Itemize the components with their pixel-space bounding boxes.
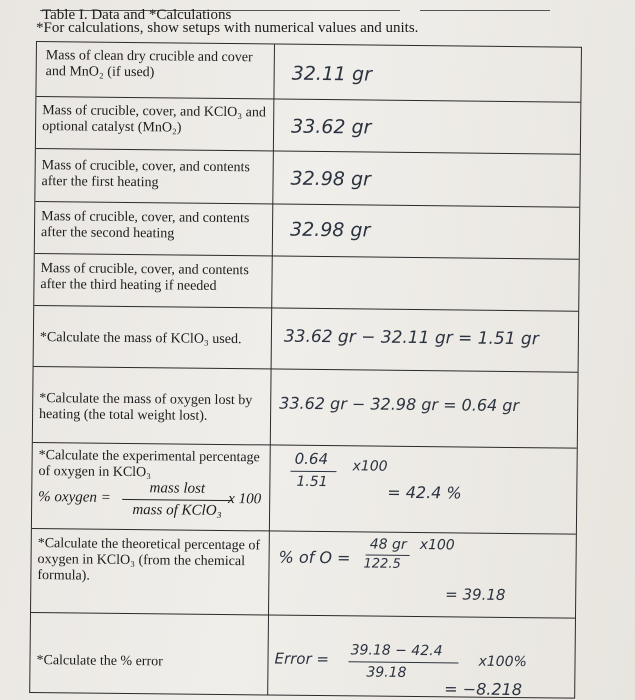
handwritten-answer: = 42.4 % (387, 482, 462, 503)
row-label: Mass of crucible, cover, and KClO₃ and optional catalyst (MnO₂) (42, 103, 266, 136)
fraction-bar (122, 499, 232, 501)
percent-formula-rhs: x 100 (228, 491, 262, 508)
table-row (33, 367, 578, 449)
top-rule-right (420, 10, 550, 11)
table-row (30, 613, 575, 700)
work-times: x100 (352, 458, 388, 475)
table-title: Table I. Data and *Calculations (42, 7, 232, 23)
formula-denominator: mass of KClO₃ (132, 502, 222, 519)
table-row (34, 306, 579, 373)
row-label: Mass of crucible, cover, and contents after the first heating (41, 158, 250, 191)
work-numerator: 48 gr (369, 536, 407, 553)
work-numerator: 39.18 − 42.4 (350, 642, 443, 660)
percent-formula-lhs: % oxygen = (38, 489, 111, 506)
row-label: Mass of clean dry crucible and cover and MnO₂ (if used) (45, 48, 253, 81)
table-row (35, 202, 580, 260)
row-label: Mass of crucible, cover, and contents after the second heating (40, 209, 250, 242)
table-row (32, 443, 577, 535)
table-row (35, 149, 580, 208)
table-row (36, 42, 581, 103)
work-times: x100 (419, 537, 455, 554)
table-row (36, 97, 581, 155)
table-row (31, 529, 576, 619)
work-lhs: % of O = (278, 547, 351, 568)
work-fraction-bar (291, 471, 337, 472)
row-label: *Calculate the mass of KClO₃ used. (39, 330, 242, 348)
handwritten-answer: 33.62 gr (291, 115, 372, 139)
handwritten-answer: = −8.218 (444, 679, 523, 700)
row-label: Mass of crucible, cover, and contents after the third heating if needed (40, 261, 249, 294)
handwritten-answer: 33.62 gr − 32.11 gr = 1.51 gr (283, 326, 539, 350)
work-numerator: 0.64 (294, 449, 329, 469)
row-label: *Calculate the mass of oxygen lost by heating (the total weight lost). (39, 391, 253, 424)
handwritten-answer: 32.98 gr (290, 167, 371, 191)
work-fraction-bar (349, 661, 459, 663)
row-label: *Calculate the experimental percentage of oxygen in KClO₃ (38, 448, 260, 481)
work-denominator: 39.18 (366, 664, 407, 681)
work-denominator: 122.5 (363, 556, 401, 572)
percent-formula-fraction (122, 480, 232, 520)
work-denominator: 1.51 (296, 473, 328, 491)
row-label: *Calculate the % error (36, 653, 163, 670)
data-table (29, 41, 582, 699)
table-subtitle: *For calculations, show setups with numerical values and units. (36, 20, 419, 36)
row-label: *Calculate the theoretical percentage of oxygen in KClO₃ (from the chemical formula). (37, 536, 261, 584)
handwritten-answer: 33.62 gr − 32.98 gr = 0.64 gr (279, 393, 520, 416)
work-times: x100% (478, 653, 527, 671)
handwritten-answer: = 39.18 (445, 585, 506, 604)
formula-numerator: mass lost (149, 480, 206, 497)
handwritten-answer: 32.98 gr (289, 218, 371, 242)
handwritten-answer: 32.11 gr (291, 62, 373, 86)
work-lhs: Error = (274, 649, 330, 669)
table-row (34, 254, 579, 312)
